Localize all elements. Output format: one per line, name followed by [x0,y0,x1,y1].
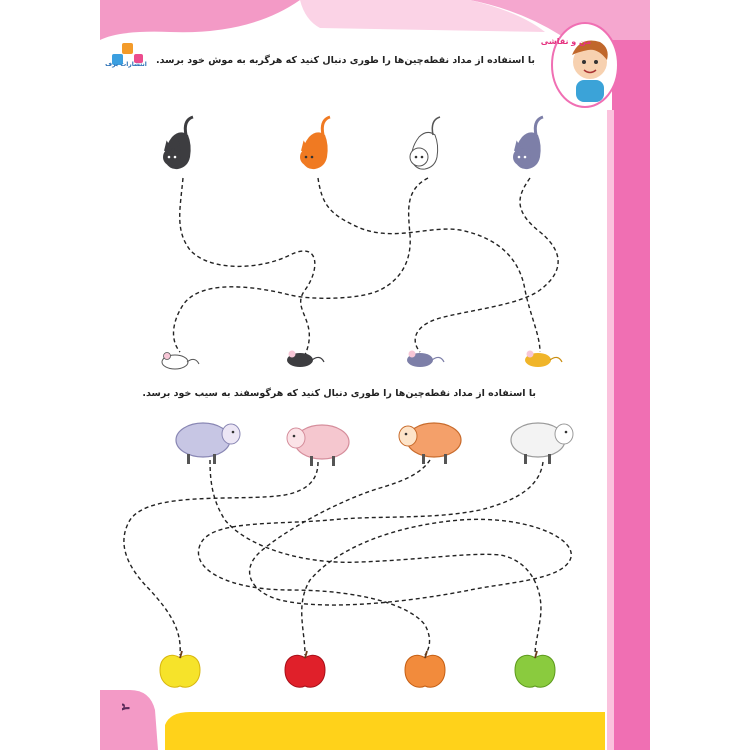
lavender-cat [513,117,543,169]
yellow-apple [160,651,200,687]
footer-yellow-bar [165,712,605,750]
character-eye-icon [582,60,586,64]
sheep-eye [232,431,235,434]
cats-row [163,117,543,169]
white-mouse [162,353,199,370]
white-cat [410,117,440,169]
sheep-leg [332,456,335,466]
instruction-cats-mice: با استفاده از مداد نقطه‌چین‌ها را طوری دنبال کنید که هرگربه به موش خود برسد. [156,55,535,66]
mouse-ear [409,351,416,358]
cat-eye [168,156,171,159]
logo-tile-orange [122,43,133,54]
top-left-pink-wave [100,0,300,40]
cat-eye [305,156,308,159]
mouse-tail [550,357,562,362]
publisher-logo-text: انتشارات برف [105,61,147,68]
sheep-head [555,424,573,444]
publisher-logo [105,43,147,68]
sheep-leg [422,454,425,464]
cat-eye [415,156,418,159]
cat-mouse-paths [174,178,559,355]
sheep-wool [176,423,230,457]
path-pink-sheep[interactable] [124,462,318,655]
apple-body [515,655,555,687]
black-cat [163,117,193,169]
series-logo [541,23,618,107]
mouse-tail [432,357,444,362]
sheep-head [287,428,305,448]
path-lavender-cat[interactable] [415,178,558,352]
character-shirt-icon [576,80,604,102]
page-number: ۲ [118,703,133,711]
black-mouse [287,351,324,368]
apples-row [160,651,555,687]
orange-cat [300,117,330,169]
cat-tail [535,117,543,135]
sheep-eye [293,435,296,438]
cat-eye [421,156,424,159]
sheep-leg [548,454,551,464]
orange-sheep [399,423,461,464]
apple-body [285,655,325,687]
mice-row [162,351,562,370]
cat-head [410,148,428,166]
cat-eye [518,156,521,159]
page-frame [100,0,650,750]
path-white-sheep[interactable] [198,462,543,655]
mouse-ear [527,351,534,358]
bottom-left-pink-corner [100,690,158,750]
apple-body [160,655,200,687]
sheep-eye [405,433,408,436]
character-eye-icon [594,60,598,64]
sheep-leg [310,456,313,466]
red-apple [285,651,325,687]
cat-tail [432,117,440,135]
cat-eye [524,156,527,159]
mouse-ear [289,351,296,358]
sheep-head [222,424,240,444]
white-sheep [511,423,573,464]
series-logo-text: من و نقاشی [540,37,592,46]
mouse-ear [164,353,171,360]
orange-apple [405,651,445,687]
apple-body [405,655,445,687]
sheep-leg [444,454,447,464]
sheep-row [176,423,573,466]
sheep-leg [187,454,190,464]
cat-tail [322,117,330,135]
cat-eye [311,156,314,159]
sheep-leg [213,454,216,464]
sheep-leg [524,454,527,464]
sheep-head [399,426,417,446]
right-pink-border [612,40,650,750]
path-orange-cat[interactable] [318,178,540,352]
path-orange-sheep[interactable] [250,460,572,655]
green-apple [515,651,555,687]
instruction-sheep-apples: با استفاده از مداد نقطه‌چین‌ها را طوری دنبال کنید که هرگوسفند به سیب خود برسد. [142,388,536,399]
path-white-cat[interactable] [174,178,428,352]
mouse-tail [187,359,199,364]
lavender-sheep [176,423,240,464]
mouse-tail [312,357,324,362]
gray-mouse [407,351,444,368]
cat-tail [185,117,193,135]
sheep-eye [565,431,568,434]
cat-eye [174,156,177,159]
right-light-stripe [607,110,614,750]
pink-sheep [287,425,349,466]
yellow-mouse [525,351,562,368]
path-black-cat[interactable] [180,178,315,355]
sheep-apple-paths [124,460,571,655]
